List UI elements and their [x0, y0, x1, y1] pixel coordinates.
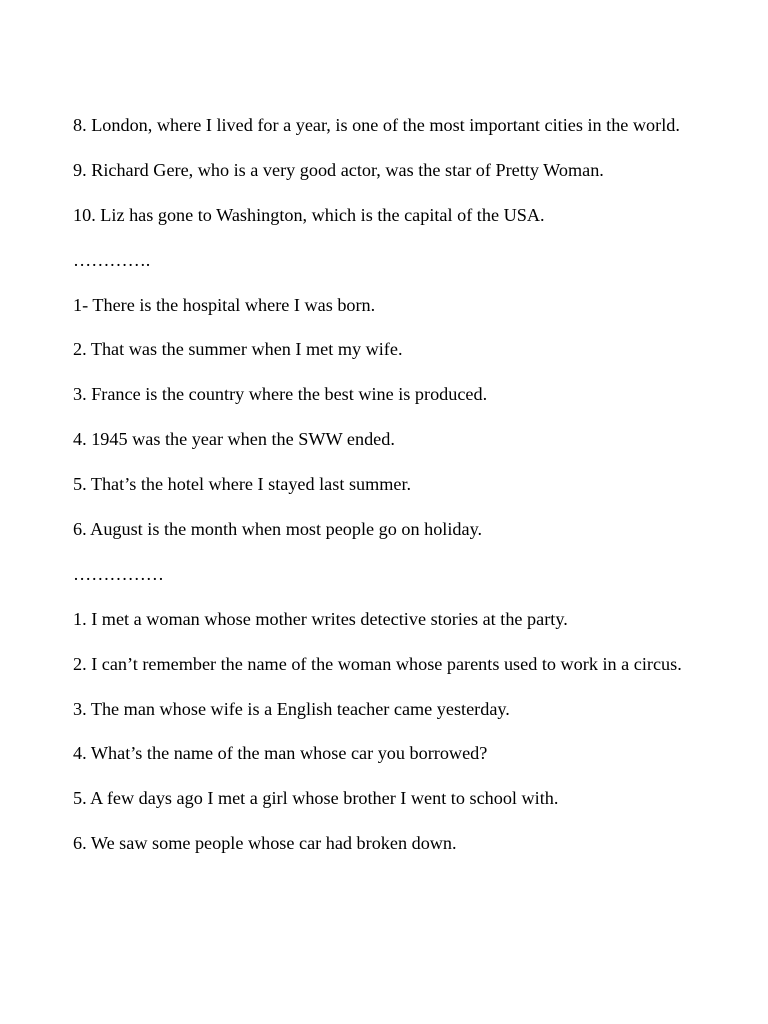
document-page: [73, 114, 703, 877]
sentence-4-man-car: 4. What’s the name of the man whose car you borrowed?: [73, 743, 488, 764]
sentence-8-london: 8. London, where I lived for a year, is one of the most important cities in the world.: [73, 115, 680, 135]
sentence-3-man-wife: 3. The man whose wife is a English teacher came yesterday.: [73, 698, 510, 719]
sentence-4-1945: 4. 1945 was the year when the SWW ended.: [73, 429, 395, 450]
section-divider: ……………: [73, 563, 164, 584]
sentence-10-liz: 10. Liz has gone to Washington, which is the capital of the USA.: [73, 204, 545, 225]
sentence-2-woman-parents: 2. I can’t remember the name of the woman whose parents used to work in a circus.: [73, 653, 682, 674]
section-divider: ………….: [73, 249, 151, 270]
sentence-6-people-car: 6. We saw some people whose car had broken down.: [73, 833, 457, 854]
sentence-1-hospital: 1- There is the hospital where I was born.: [73, 294, 376, 315]
sentence-5-hotel: 5. That’s the hotel where I stayed last summer.: [73, 474, 412, 495]
sentence-6-august: 6. August is the month when most people go on holiday.: [73, 519, 483, 540]
sentence-9-richard-gere: 9. Richard Gere, who is a very good actor, was the star of Pretty Woman.: [73, 159, 604, 180]
sentence-5-girl-brother: 5. A few days ago I met a girl whose brother I went to school with.: [73, 788, 559, 809]
sentence-3-france: 3. France is the country where the best wine is produced.: [73, 384, 488, 405]
sentence-1-woman-mother: 1. I met a woman whose mother writes detective stories at the party.: [73, 608, 568, 629]
sentence-2-summer: 2. That was the summer when I met my wife.: [73, 339, 403, 360]
